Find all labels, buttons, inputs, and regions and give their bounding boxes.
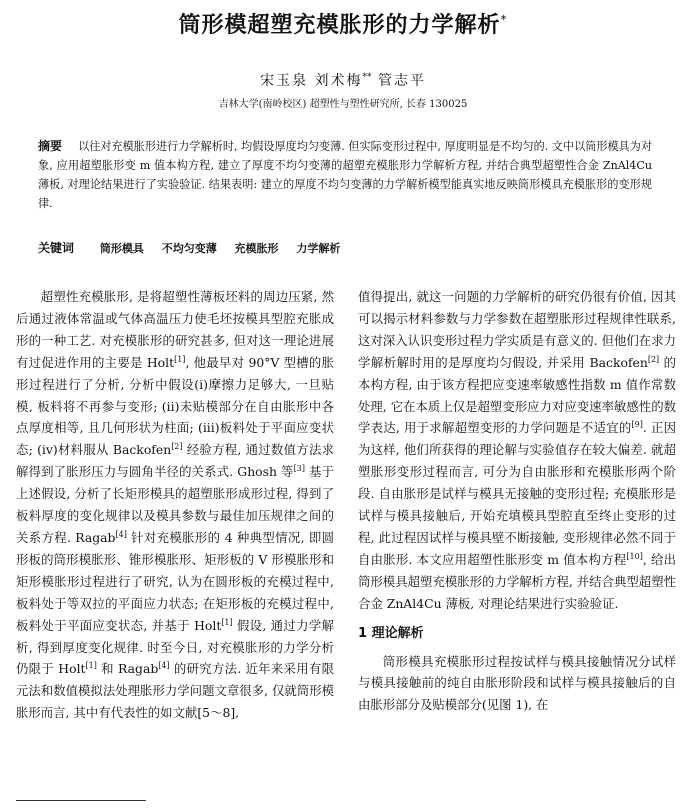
body-paragraph: 筒形模具充模胀形过程按试样与模具接触情况分试样与模具接触前的纯自由胀形阶段和试样与模具接触后的自由胀形部分及贴模部分(见图 1), 在 [358, 653, 676, 713]
citation: [10] [626, 551, 643, 561]
keyword: 不均匀变薄 [161, 242, 217, 255]
citation: [1] [85, 661, 97, 671]
body-left-column [16, 286, 334, 724]
citation: [3] [293, 464, 305, 474]
title-footnote-mark: * [500, 12, 508, 27]
abstract-label: 摘要 [38, 139, 63, 153]
citation: [2] [171, 442, 183, 452]
citation: [9] [631, 420, 643, 430]
body-right-column [358, 286, 676, 716]
keywords [38, 239, 652, 256]
keyword: 充模胀形 [234, 242, 279, 255]
abstract [38, 137, 652, 213]
body-paragraph: 超塑性充模胀形, 是将超塑性薄板坯料的周边压紧, 然后通过液体常温或气体高温压力使毛坯按模具型腔充胀成形的一种工艺. 对充模胀形的研究甚多, 但对这一理论进展有过促进作用的主要是 Holt[1], 他最早对 90°V 型槽的胀形过程进行了分析, 分析中假设(i)摩擦力足够大, 一旦贴模, 板料将不再参与变形; (ii)未贴模部分在自由胀形中各点厚度相等, 且几何形状为柱面; (iii)板料处于平面应变状态; (iv)材料服从 Backofen[2] 经验方程, 通过数值方法求解得到了胀形压力与圆角半径的关系式. Ghosh 等[3] 基于上述假设, 分析了长矩形模具的超塑胀形成形过程, 得到了板料厚度的变化规律以及模具参数与最佳加压规律之间的关系方程. Ragab[4] 针对充模胀形的 4 种典型情况, 即圆形板的筒形模胀形、锥形模胀形、矩形板的 V 形模胀形和矩形模胀形过程进行了研究, 认为在圆形板的充模过程中, 板料处于等双拉的平面应力状态; 在矩形板的充模过程中, 板料处于平面应变状态, 并基于 Holt[1] 假设, 通过力学解析, 得到厚度变化规律. 时至今日, 对充模胀形的力学分析仍限于 Holt[1] 和 Ragab[4] 的研究方法. 近年来采用有限元法和数值模拟法处理胀形力学问题文章很多, 仅就筒形模胀形而言, 其中有代表性的如文献[5～8], [16, 289, 335, 721]
section-heading: 1 理论解析 [358, 625, 424, 641]
keyword: 力学解析 [296, 242, 341, 255]
keywords-label: 关键词 [38, 241, 75, 255]
paper-title: 筒形模超塑充模胀形的力学解析* [178, 12, 508, 38]
author-footnote-mark: ** [362, 72, 372, 83]
citation: [1] [174, 354, 186, 364]
body-paragraph: 值得提出, 就这一问题的力学解析的研究仍很有价值, 因其可以揭示材料参数与力学参数在超塑胀形过程规律性联系, 这对深入认识变形过程力学实质是有意义的. 但他们在求力学解析解时用的是厚度均匀假设, 并采用 Backofen[2] 的本构方程, 由于该方程把应变速率敏感性指数 m 值作常数处理, 它在本质上仅是超塑变形应力对应变速率敏感性的数学表达, 用于求解超塑变形的力学问题是不适宜的[9]. 正因为这样, 他们所获得的理论解与实验值存在较大偏差. 就超塑胀形变形过程而言, 可分为自由胀形和充模胀形两个阶段. 自由胀形是试样与模具无接触的变形过程; 充模胀形是试样与模具接触后, 开始充填模具型腔直至终止变形的过程, 此过程因试样与模具壁不断接触, 变形规律必然不同于自由胀形. 本文应用超塑性胀形变 m 值本构方程[10], 给出筒形模具超塑充模胀形的力学解析方程, 并结合典型超塑性合金 ZnAl4Cu 薄板, 对理论结果进行实验验证. [358, 289, 676, 611]
affiliation: 吉林大学(南岭校区) 超塑性与塑性研究所, 长春 130025 [218, 99, 468, 110]
abstract-text: 以往对充模胀形进行力学解析时, 均假设厚度均匀变薄. 但实际变形过程中, 厚度明显是不均匀的. 文中以筒形模具为对象, 应用超塑胀形变 m 值本构方程, 建立了厚度不均匀变薄的超塑充模胀形力学解析方程, 并结合典型超塑性合金 ZnAl4Cu 薄板, 对理论结果进行了实验验证. 结果表明: 建立的厚度不均匀变薄的力学解析模型能真实地反映筒形模具充模胀形的变形规律. [38, 140, 652, 210]
authors: 宋玉泉 刘术梅** 管志平 [260, 72, 426, 89]
footnote-rule [16, 800, 146, 801]
citation: [4] [158, 661, 170, 671]
citation: [4] [115, 529, 127, 539]
citation: [1] [221, 617, 233, 627]
keyword: 筒形模具 [99, 242, 144, 255]
citation: [2] [647, 354, 660, 364]
